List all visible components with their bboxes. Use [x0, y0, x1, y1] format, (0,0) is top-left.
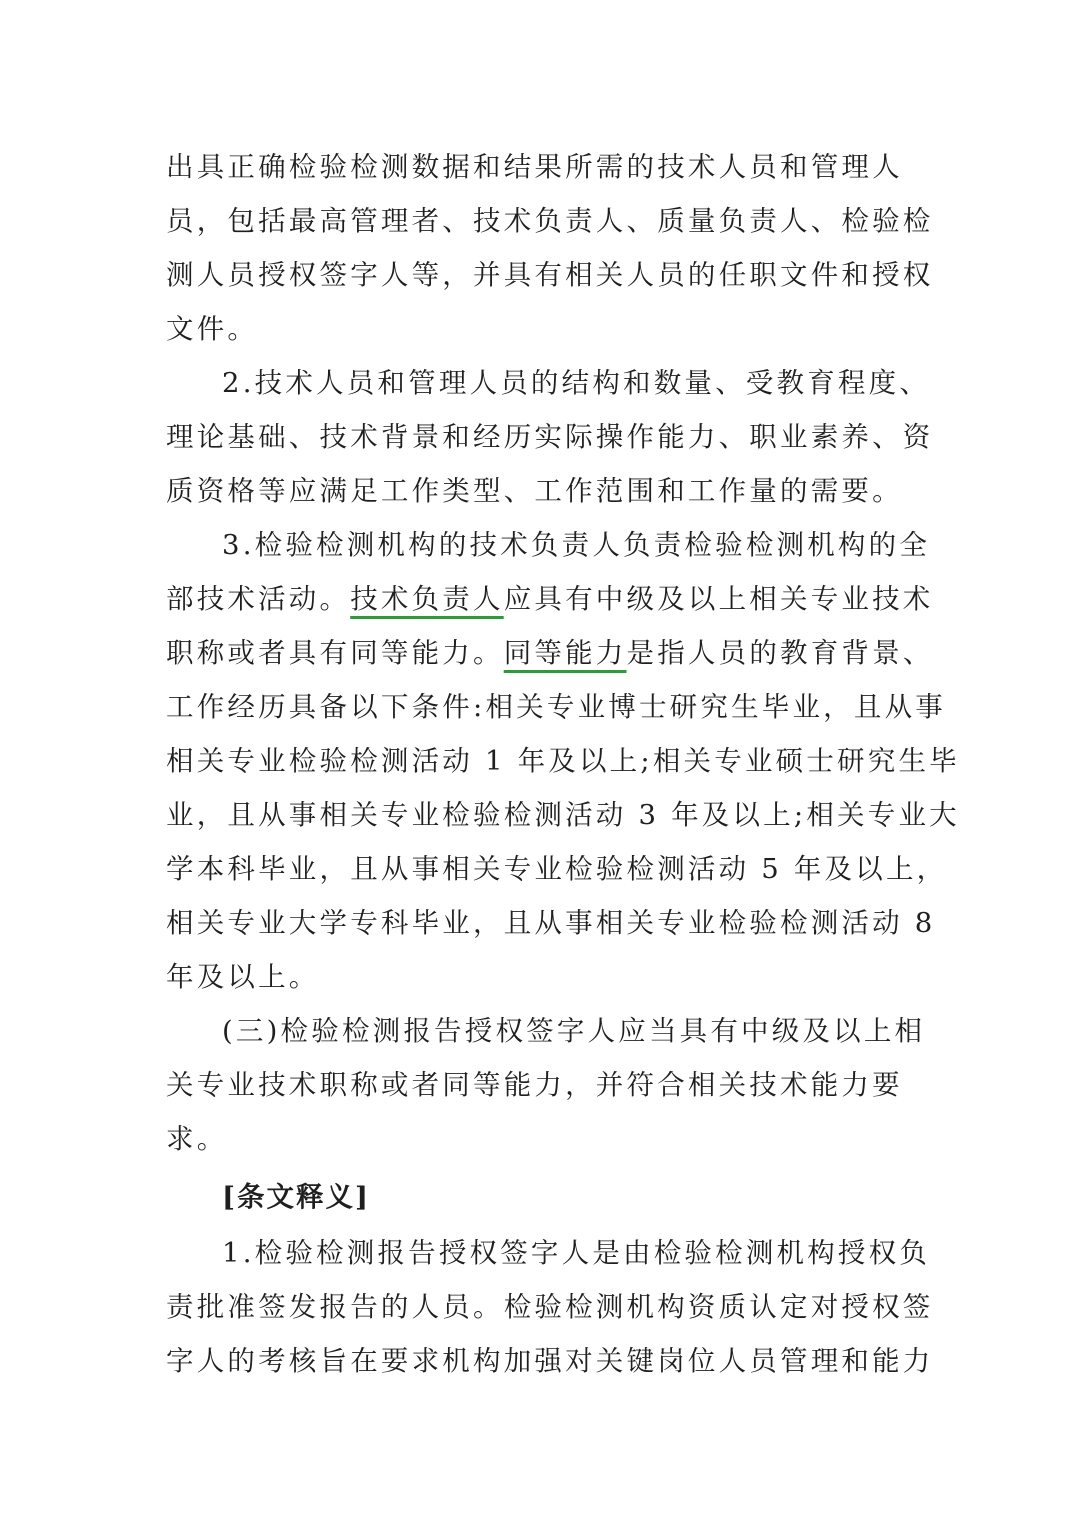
text-segment: 部技术活动。	[166, 583, 351, 615]
paragraph-line: 2.技术人员和管理人员的结构和数量、受教育程度、	[222, 367, 931, 399]
paragraph-line: 字人的考核旨在要求机构加强对关键岗位人员管理和能力	[166, 1345, 934, 1377]
underlined-term: 技术负责人	[350, 583, 504, 615]
paragraph-line: (三)检验检测报告授权签字人应当具有中级及以上相	[222, 1015, 926, 1047]
paragraph-line: 质资格等应满足工作类型、工作范围和工作量的需要。	[166, 475, 903, 507]
paragraph-line: 理论基础、技术背景和经历实际操作能力、职业素养、资	[166, 421, 934, 453]
paragraph-line: 1.检验检测报告授权签字人是由检验检测机构授权负	[222, 1237, 931, 1269]
paragraph-line: 3.检验检测机构的技术负责人负责检验检测机构的全	[222, 529, 931, 561]
paragraph-line: 员，包括最高管理者、技术负责人、质量负责人、检验检	[166, 205, 934, 237]
paragraph-line: 年及以上。	[166, 961, 320, 993]
paragraph-line: 出具正确检验检测数据和结果所需的技术人员和管理人	[166, 151, 903, 183]
paragraph-line: 责批准签发报告的人员。检验检测机构资质认定对授权签	[166, 1291, 934, 1323]
paragraph-line: 测人员授权签字人等，并具有相关人员的任职文件和授权	[166, 259, 934, 291]
paragraph-line: 业，且从事相关专业检验检测活动 3 年及以上;相关专业大	[166, 799, 960, 831]
paragraph-line: 文件。	[166, 313, 259, 345]
section-heading: [条文释义]	[222, 1181, 371, 1213]
text-segment: 职称或者具有同等能力。	[166, 637, 504, 669]
paragraph-line: 工作经历具备以下条件:相关专业博士研究生毕业，且从事	[166, 691, 946, 723]
text-segment: 是指人员的教育背景、	[626, 637, 934, 669]
paragraph-line	[166, 626, 934, 680]
text-segment: 应具有中级及以上相关专业技术	[503, 583, 934, 615]
paragraph-line: 关专业技术职称或者同等能力，并符合相关技术能力要	[166, 1069, 903, 1101]
underlined-term: 同等能力	[503, 637, 627, 669]
paragraph-line: 学本科毕业，且从事相关专业检验检测活动 5 年及以上，	[166, 853, 948, 885]
paragraph-line: 相关专业大学专科毕业，且从事相关专业检验检测活动 8	[166, 907, 936, 939]
paragraph-line: 相关专业检验检测活动 1 年及以上;相关专业硕士研究生毕	[166, 745, 960, 777]
paragraph-line: 求。	[166, 1123, 228, 1155]
paragraph-line	[166, 572, 934, 626]
